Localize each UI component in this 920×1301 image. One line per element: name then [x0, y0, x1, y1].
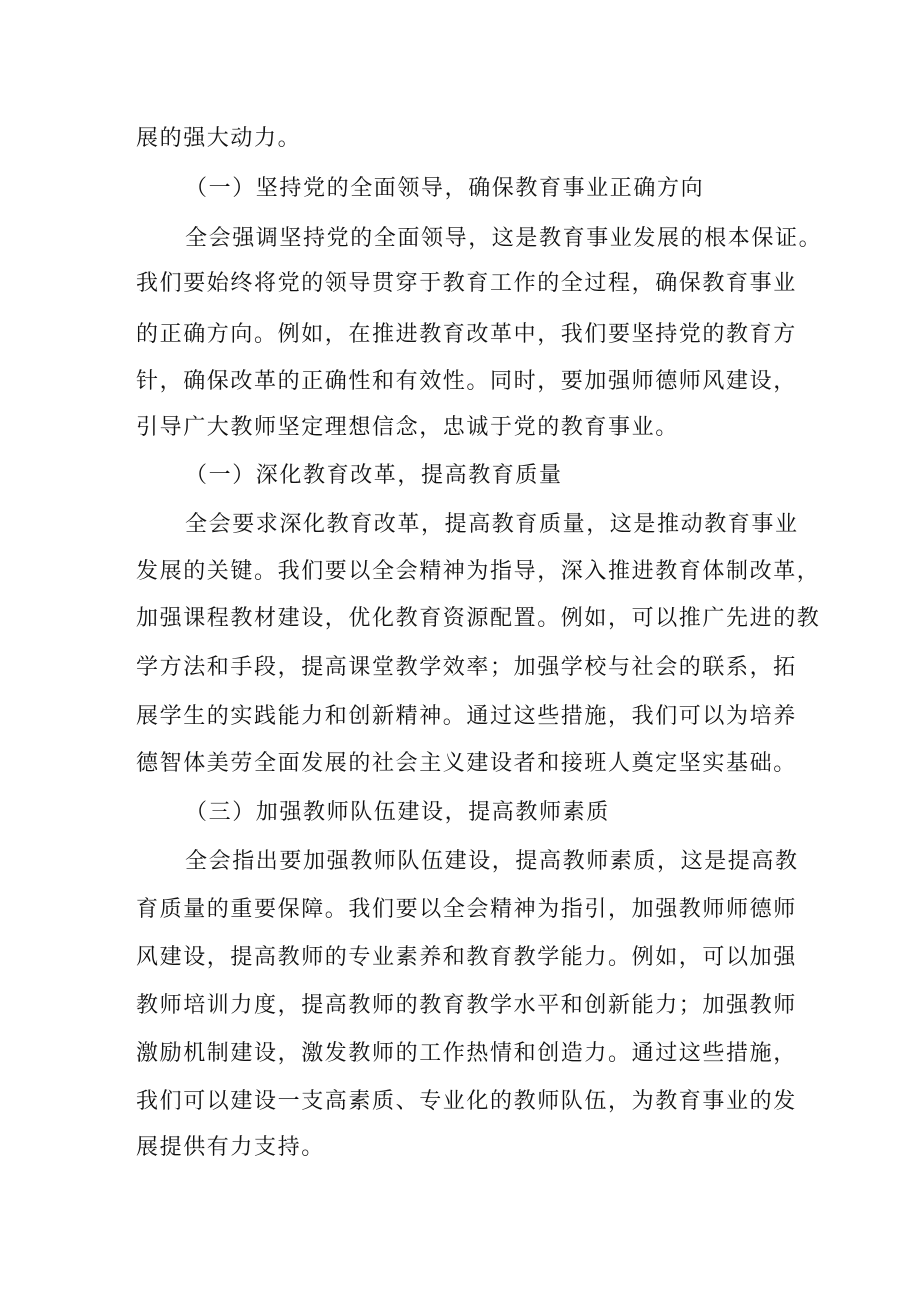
body-line: 德智体美劳全面发展的社会主义建设者和接班人奠定坚实基础。 [136, 751, 797, 776]
paragraph-first-line: 全会指出要加强教师队伍建设，提高教师素质，这是提高教 [185, 849, 799, 874]
paragraph-first-line: 全会要求深化教育改革，提高教育质量，这是推动教育事业 [185, 512, 799, 537]
body-line: 展学生的实践能力和创新精神。通过这些措施，我们可以为培养 [136, 704, 797, 729]
body-line: 展提供有力支持。 [136, 1135, 325, 1160]
body-line: 发展的关键。我们要以全会精神为指导，深入推进教育体制改革， [136, 559, 821, 584]
paragraph-first-line: 全会强调坚持党的全面领导，这是教育事业发展的根本保证。 [185, 226, 823, 251]
body-line: 我们可以建设一支高素质、专业化的教师队伍，为教育事业的发 [136, 1089, 797, 1114]
section-heading: （三）加强教师队伍建设，提高教师素质 [185, 800, 610, 825]
body-line: 我们要始终将党的领导贯穿于教育工作的全过程，确保教育事业 [136, 271, 797, 296]
body-line: 激励机制建设，激发教师的工作热情和创造力。通过这些措施， [136, 1041, 797, 1066]
body-line: 教师培训力度，提高教师的教育教学水平和创新能力；加强教师 [136, 993, 797, 1018]
body-line: 引导广大教师坚定理想信念，忠诚于党的教育事业。 [136, 415, 679, 440]
section-heading: （一）深化教育改革，提高教育质量 [185, 463, 563, 488]
section-heading: （一）坚持党的全面领导，确保教育事业正确方向 [185, 176, 705, 201]
body-line: 的正确方向。例如，在推进教育改革中，我们要坚持党的教育方 [136, 322, 797, 347]
body-line: 学方法和手段，提高课堂教学效率；加强学校与社会的联系，拓 [136, 655, 797, 680]
body-line: 针，确保改革的正确性和有效性。同时，要加强师德师风建设， [136, 369, 797, 394]
body-line: 风建设，提高教师的专业素养和教育教学能力。例如，可以加强 [136, 945, 797, 970]
body-line: 加强课程教材建设，优化教育资源配置。例如，可以推广先进的教 [136, 606, 821, 631]
body-line: 育质量的重要保障。我们要以全会精神为指引，加强教师师德师 [136, 897, 797, 922]
body-line: 展的强大动力。 [136, 126, 302, 151]
